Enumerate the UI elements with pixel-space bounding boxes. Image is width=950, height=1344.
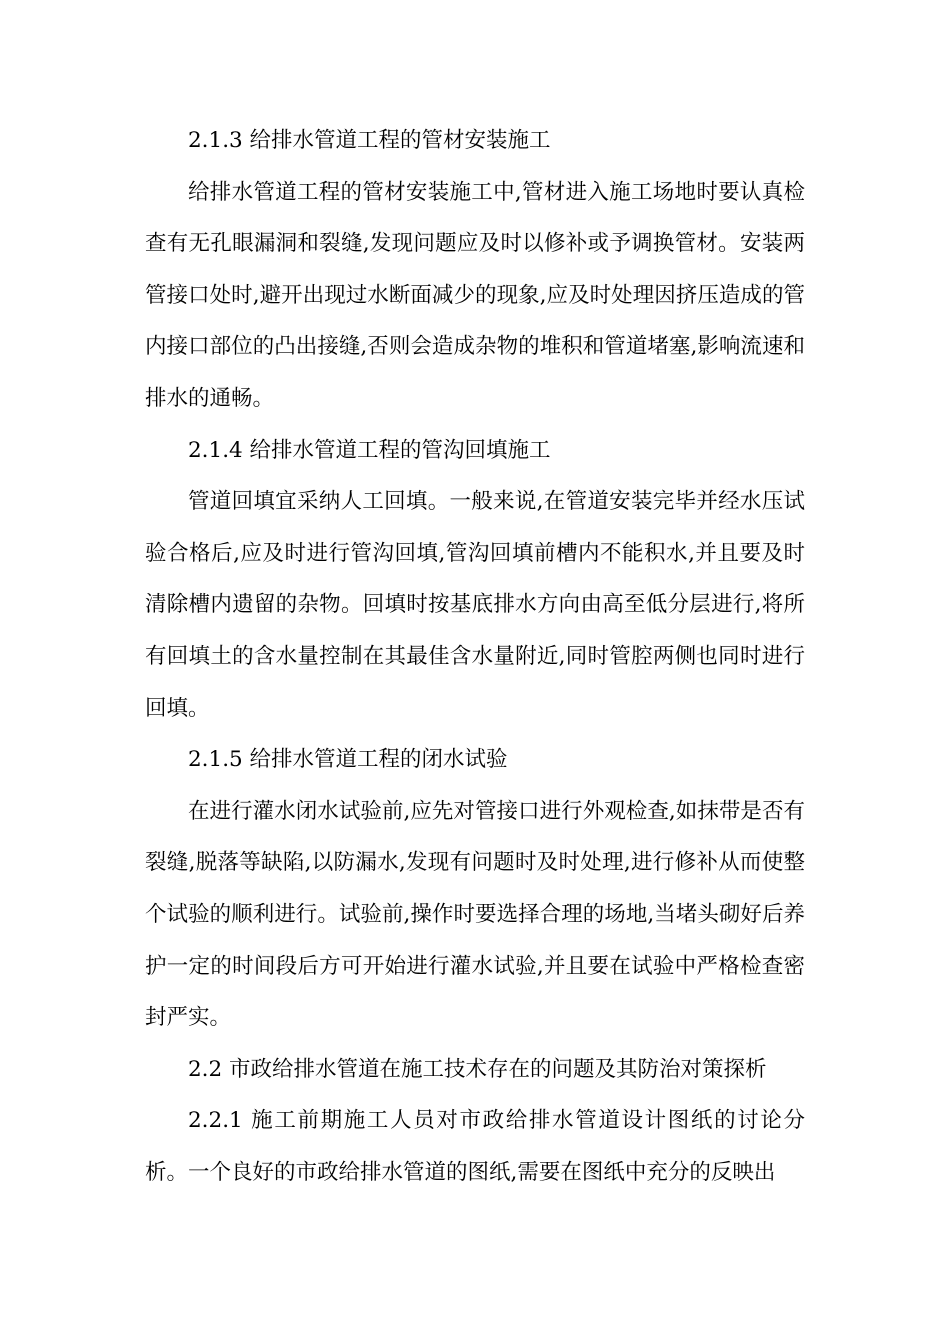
paragraph-pipe-installation: 给排水管道工程的管材安装施工中,管材进入施工场地时要认真检查有无孔眼漏洞和裂缝,发现问题应及时以修补或予调换管材。安装两管接口处时,避开出现过水断面减少的现象,应及时处理因挤压造成的管内接口部位的凸出接缝,否则会造成杂物的堆积和管道堵塞,影响流速和排水的通畅。 <box>145 179 805 411</box>
document-body <box>145 115 805 1198</box>
heading-2-1-3: 2.1.3 给排水管道工程的管材安装施工 <box>188 128 551 153</box>
paragraph-trench-backfill: 管道回填宜采纳人工回填。一般来说,在管道安装完毕并经水压试验合格后,应及时进行管沟回填,管沟回填前槽内不能积水,并且要及时清除槽内遗留的杂物。回填时按基底排水方向由高至低分层进行,将所有回填土的含水量控制在其最佳含水量附近,同时管腔两侧也同时进行回填。 <box>145 489 805 721</box>
heading-2-1-5: 2.1.5 给排水管道工程的闭水试验 <box>188 747 508 773</box>
heading-2-1-4: 2.1.4 给排水管道工程的管沟回填施工 <box>188 437 551 463</box>
paragraph-2-2-1: 2.2.1 施工前期施工人员对市政给排水管道设计图纸的讨论分析。一个良好的市政给排水管道的图纸,需要在图纸中充分的反映出 <box>145 1108 805 1185</box>
heading-2-2: 2.2 市政给排水管道在施工技术存在的问题及其防治对策探析 <box>188 1056 767 1082</box>
paragraph-closed-water-test: 在进行灌水闭水试验前,应先对管接口进行外观检查,如抹带是否有裂缝,脱落等缺陷,以防漏水,发现有问题时及时处理,进行修补从而使整个试验的顺利进行。试验前,操作时要选择合理的场地,当堵头砌好后养护一定的时间段后方可开始进行灌水试验,并且要在试验中严格检查密封严实。 <box>145 798 805 1031</box>
